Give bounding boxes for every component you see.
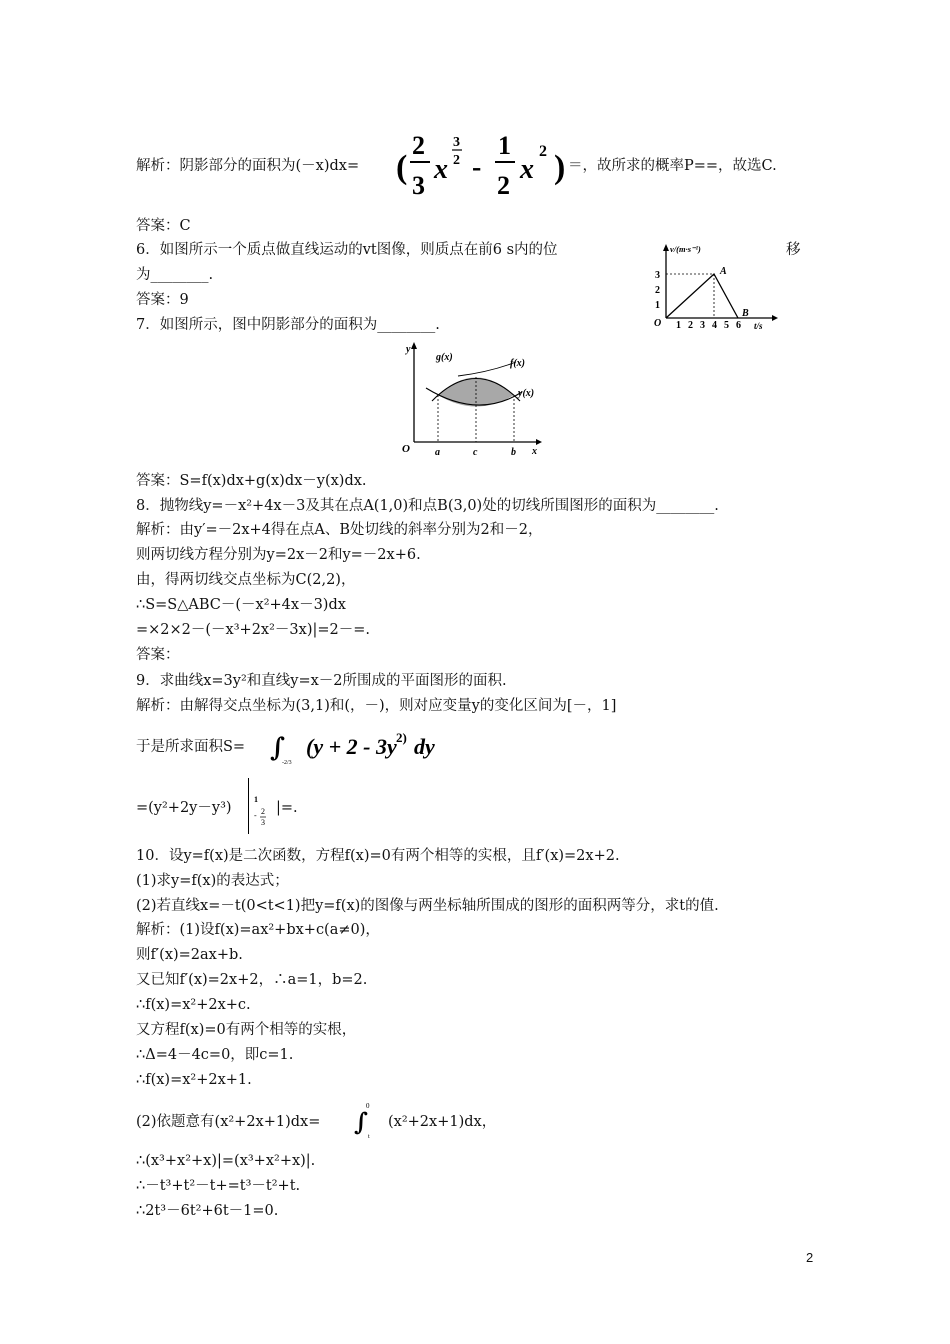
vt-xtick-1: 1 <box>676 320 681 331</box>
frac1-num: 2 <box>412 131 425 160</box>
frac2-num: 1 <box>498 131 511 160</box>
solution-10-part-2-line-1-tail: (x²+2x+1)dx， <box>388 1114 497 1130</box>
var-x2: x <box>520 154 534 185</box>
solution-10-part-2-line-2: ∴(x³+x²+x)|=(x³+x²+x)|. <box>136 1153 316 1169</box>
paren-open: ( <box>396 149 408 186</box>
fig-y-arrow <box>411 342 417 349</box>
question-6-blank: 为________. <box>136 267 214 283</box>
fig-origin: O <box>402 443 410 455</box>
vt-point-a: A <box>720 266 727 277</box>
question-10-part-1: (1)求y=f(x)的表达式； <box>136 873 289 889</box>
label-f: f(x) <box>510 358 525 369</box>
differential-dy: dy <box>414 734 435 759</box>
answer-5: 答案：C <box>136 218 191 234</box>
vt-origin: O <box>654 318 662 329</box>
label-g: g(x) <box>436 352 453 363</box>
integral-lower-limit: -2/3 <box>282 760 292 766</box>
solution-9-line-3-tail: |=. <box>276 800 298 816</box>
integral-x-upper: 0 <box>366 1102 370 1110</box>
vt-xtick-4: 4 <box>712 320 717 331</box>
question-10: 10．设y=f(x)是二次函数，方程f(x)=0有两个相等的实根，且f′(x)=2x+2. <box>136 848 620 864</box>
label-y: y(x) <box>518 388 535 399</box>
eval-lower-sign: - <box>254 811 257 820</box>
question-8: 8．抛物线y=－x²+4x－3及其在点A(1,0)和点B(3,0)处的切线所围图形的面积为________. <box>136 498 719 514</box>
question-9: 9．求曲线x=3y²和直线y=x－2所围成的平面图形的面积. <box>136 673 507 689</box>
solution-10-line-2: 则f′(x)=2ax+b. <box>136 947 243 963</box>
solution-8-line-2: 则两切线方程分别为y=2x－2和y=－2x+6. <box>136 547 421 563</box>
tick-c: c <box>473 447 478 458</box>
evaluation-limits <box>252 792 272 836</box>
solution-8-line-1: 解析：由y′=－2x+4得在点A、B处切线的斜率分别为2和－2， <box>136 522 543 538</box>
solution-10-line-1: 解析：(1)设f(x)=ax²+bx+c(a≠0)， <box>136 922 380 938</box>
integrand-exp: 2) <box>396 730 407 745</box>
y-axis-arrow <box>663 244 669 251</box>
question-7: 7．如图所示，图中阴影部分的面积为________. <box>136 317 440 333</box>
solution-10-line-7: ∴f(x)=x²+2x+1. <box>136 1072 252 1088</box>
solution-9-line-2: 于是所求面积S= <box>136 739 246 755</box>
eval-upper: 1 <box>254 795 258 804</box>
vt-graph-svg <box>648 242 778 342</box>
solution-10-line-6: ∴Δ=4－4c=0，即c=1. <box>136 1047 294 1063</box>
vt-xlabel: t/s <box>754 321 763 331</box>
frac1-den: 3 <box>412 171 425 200</box>
eval-lower-num: 2 <box>261 807 265 816</box>
formula-integral-x <box>354 1100 384 1142</box>
integral-x-lower: t <box>368 1134 370 1140</box>
tick-b: b <box>511 447 516 458</box>
area-figure-svg <box>398 340 548 462</box>
page-number: 2 <box>806 1250 814 1265</box>
var-x1: x <box>434 154 448 185</box>
fig-ylabel: y <box>406 344 411 355</box>
answer-6: 答案：9 <box>136 292 189 308</box>
integral-sign: ∫ <box>270 733 286 763</box>
vt-xtick-6: 6 <box>736 320 741 331</box>
solution-8-line-5: =×2×2－(－x³+2x²－3x)|=2－=. <box>136 622 370 638</box>
fig-xlabel: x <box>532 446 537 457</box>
solution-9-line-3: =(y²+2y－y³) <box>136 800 232 816</box>
formula-integral-y <box>270 722 460 772</box>
paren-close: ) <box>554 149 566 186</box>
minus-sign: - <box>472 152 482 183</box>
question-10-part-2: (2)若直线x=－t(0<t<1)把y=f(x)的图像与两坐标轴所围成的图形的面积两等分，求t的值. <box>136 898 719 914</box>
area-figure <box>398 340 548 462</box>
vt-ylabel: v/(m·s⁻¹) <box>670 244 701 254</box>
answer-7: 答案：S=f(x)dx+g(x)dx－y(x)dx. <box>136 473 367 489</box>
solution-line-1-tail: ＝，故所求的概率P==，故选C. <box>568 158 777 174</box>
solution-10-part-2-line-4: ∴2t³－6t²+6t－1=0. <box>136 1203 279 1219</box>
formula-svg <box>396 128 596 208</box>
solution-10-part-2-line-3: ∴－t³+t²－t+=t³－t²+t. <box>136 1178 301 1194</box>
solution-8-line-4: ∴S=S△ABC－(－x²+4x－3)dx <box>136 597 346 613</box>
frac2-den: 2 <box>497 171 510 200</box>
question-6: 6．如图所示一个质点做直线运动的vt图像，则质点在前6 s内的位 <box>136 242 558 258</box>
solution-10-line-3: 又已知f′(x)=2x+2，∴a=1，b=2. <box>136 972 368 988</box>
exp1-den: 2 <box>453 153 460 168</box>
vt-line <box>666 274 738 318</box>
vt-xtick-5: 5 <box>724 320 729 331</box>
integrand: (y + 2 - 3y <box>306 734 397 759</box>
vt-graph <box>648 242 778 342</box>
vt-point-b: B <box>742 308 749 319</box>
vt-xtick-2: 2 <box>688 320 693 331</box>
vt-ytick-1: 1 <box>655 300 660 311</box>
solution-line-1: 解析：阴影部分的面积为(－x)dx= <box>136 158 360 174</box>
tick-a: a <box>435 447 440 458</box>
exp1-num: 3 <box>453 135 460 150</box>
solution-9-line-1: 解析：由解得交点坐标为(3,1)和(，－)，则对应变量y的变化区间为[－，1] <box>136 698 617 714</box>
vt-ytick-2: 2 <box>655 285 660 296</box>
formula-antiderivative <box>396 128 596 208</box>
integral-sign-x: ∫ <box>354 1107 368 1136</box>
evaluation-bar <box>248 778 249 834</box>
curve-f-pointer <box>458 362 516 376</box>
solution-8-line-3: 由，得两切线交点坐标为C(2,2)， <box>136 572 356 588</box>
solution-10-part-2-line-1: (2)依题意有(x²+2x+1)dx= <box>136 1114 321 1130</box>
exp2: 2 <box>539 143 547 160</box>
solution-10-line-5: 又方程f(x)=0有两个相等的实根， <box>136 1022 357 1038</box>
formula-integral-x-svg <box>354 1100 384 1142</box>
solution-10-line-4: ∴f(x)=x²+2x+c. <box>136 997 251 1013</box>
x-axis-arrow <box>772 315 778 321</box>
vt-ytick-3: 3 <box>655 270 660 281</box>
eval-lower-den: 3 <box>261 818 265 827</box>
formula-integral-y-svg <box>270 722 460 772</box>
fig-x-arrow <box>536 439 542 445</box>
evaluation-limits-svg <box>252 792 272 836</box>
answer-8: 答案： <box>136 647 180 663</box>
question-6-tail: 移 <box>786 242 801 258</box>
vt-xtick-3: 3 <box>700 320 705 331</box>
